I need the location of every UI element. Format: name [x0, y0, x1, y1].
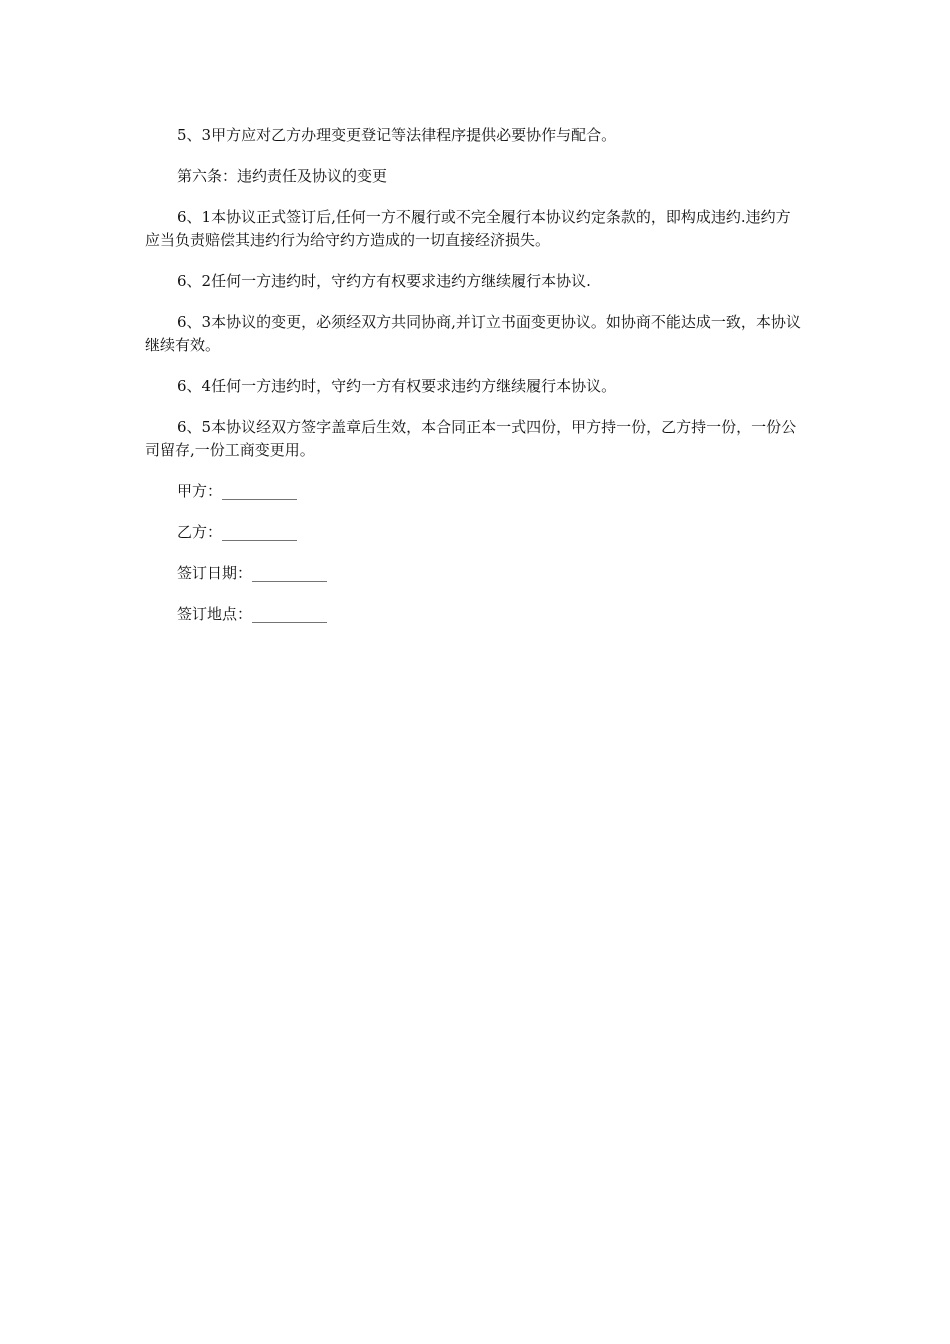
party-b-signature-line: 乙方：__________ [177, 523, 298, 541]
signing-place-line: 签订地点：__________ [177, 605, 328, 623]
signing-date-line: 签订日期：__________ [177, 564, 328, 582]
clause-6-2: 6、2任何一方违约时，守约方有权要求违约方继续履行本协议. [177, 272, 591, 290]
article-6-heading: 第六条：违约责任及协议的变更 [177, 167, 388, 185]
clause-6-3: 6、3本协议的变更，必须经双方共同协商,并订立书面变更协议。如协商不能达成一致，本协议继续有效。 [145, 313, 801, 354]
clause-6-5: 6、5本协议经双方签字盖章后生效，本合同正本一式四份，甲方持一份，乙方持一份，一份公司留存,一份工商变更用。 [145, 418, 797, 459]
clause-6-4: 6、4任何一方违约时，守约一方有权要求违约方继续履行本协议。 [177, 377, 617, 395]
clause-5-3: 5、3甲方应对乙方办理变更登记等法律程序提供必要协作与配合。 [177, 126, 617, 144]
document-body [145, 124, 805, 644]
party-a-signature-line: 甲方：__________ [177, 482, 298, 500]
clause-6-1: 6、1本协议正式签订后,任何一方不履行或不完全履行本协议约定条款的，即构成违约.违约方应当负责赔偿其违约行为给守约方造成的一切直接经济损失。 [145, 208, 791, 249]
